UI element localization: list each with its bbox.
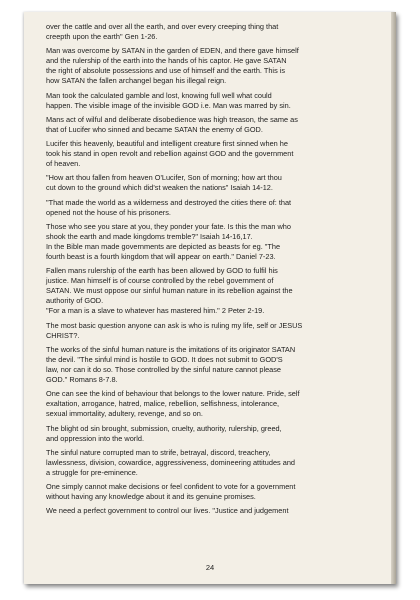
text-line: Those who see you stare at you, they ponder your fate. Is this the man who	[46, 222, 291, 232]
text-line: Man took the calculated gamble and lost, knowing full well what could	[46, 90, 272, 100]
page-edge-shadow	[391, 12, 396, 584]
text-line: One can see the kind of behaviour that belongs to the lower nature. Pride, self	[46, 389, 300, 399]
text-line: that of Lucifer who sinned and became SATAN the enemy of GOD.	[46, 124, 263, 134]
paragraph	[46, 506, 378, 516]
text-line: took his stand in open revolt and rebellion against GOD and the government	[46, 149, 294, 159]
paragraph	[46, 115, 378, 135]
paragraph	[46, 139, 378, 169]
text-line: without having any knowledge about it and its genuine promises.	[46, 492, 256, 502]
text-line: sexual immortality, adultery, revenge, and so on.	[46, 409, 203, 419]
text-line: lawlessness, division, cowardice, aggressiveness, domineering attitudes and	[46, 457, 296, 467]
text-line: Lucifer this heavenly, beautiful and intelligent creature first sinned when he	[46, 139, 288, 149]
paragraph	[46, 345, 378, 385]
text-line: The blight od sin brought, submission, cruelty, authority, rulership, greed,	[46, 423, 282, 433]
text-line: Man was overcome by SATAN in the garden of EDEN, and there gave himself	[46, 46, 299, 56]
paragraph	[46, 198, 378, 218]
text-line: the right of absolute possessions and use of himself and the earth. This is	[46, 66, 286, 76]
paragraph	[46, 482, 378, 502]
text-line: "For a man is a slave to whatever has mastered him." 2 Peter 2-19.	[46, 306, 265, 316]
text-line: The most basic question anyone can ask is who is ruling my life, self or JESUS	[46, 320, 303, 330]
text-line: GOD." Romans 8-7.8.	[46, 374, 118, 384]
text-line: Fallen mans rulership of the earth has been allowed by GOD to fulfil his	[46, 266, 278, 276]
text-line: over the cattle and over all the earth, and over every creeping thing that	[46, 22, 279, 31]
text-line: and oppression into the world.	[46, 433, 144, 443]
page-body-text	[46, 22, 378, 516]
text-line: creepth upon the earth'' Gen 1-26.	[46, 32, 158, 41]
paragraph	[46, 321, 378, 341]
paragraph	[46, 46, 378, 86]
text-line: how SATAN the fallen archangel began his illegal reign.	[46, 76, 227, 86]
page-number: 24	[205, 563, 215, 572]
text-line: One simply cannot make decisions or feel confident to vote for a government	[46, 482, 296, 492]
paragraph	[46, 91, 378, 111]
text-line: law, nor can it do so. Those controlled by the sinful nature cannot please	[46, 364, 282, 374]
text-line: happen. The visible image of the invisible GOD i.e. Man was marred by sin.	[46, 100, 291, 110]
text-line: The works of the sinful human nature is the imitations of its originator SATAN	[46, 344, 296, 354]
text-line: justice. Man himself is of course controlled by the rebel government of	[46, 276, 274, 286]
text-line: opened not the house of his prisoners.	[46, 207, 171, 217]
paragraph	[46, 173, 378, 193]
paragraph	[46, 424, 378, 444]
text-line: The sinful nature corrupted man to strife, betrayal, discord, treachery,	[46, 447, 271, 457]
text-line: In the Bible man made governments are depicted as beasts for eg. "The	[46, 242, 281, 252]
text-line: Mans act of wilful and deliberate disobedience was high treason, the same as	[46, 114, 298, 124]
text-line: and the rulership of the earth into the hands of his captor. He gave SATAN	[46, 56, 287, 66]
text-line: of heaven.	[46, 159, 81, 169]
text-line: a struggle for pre-eminence.	[46, 467, 138, 477]
text-line: SATAN. We must oppose our sinful human nature in its rebellion against the	[46, 286, 293, 296]
paragraph	[46, 389, 378, 419]
text-line: authority of GOD.	[46, 296, 104, 306]
book-page	[24, 12, 396, 584]
text-line: exaltation, arrogance, hatred, malice, rebellion, selfishness, intolerance,	[46, 399, 280, 409]
paragraph	[46, 448, 378, 478]
paragraph	[46, 266, 378, 316]
text-line: CHRIST?.	[46, 330, 80, 340]
text-line: "That made the world as a wilderness and destroyed the cities there of: that	[46, 197, 292, 207]
text-line: "How art thou fallen from heaven O'Lucifer, Son of morning; how art thou	[46, 173, 282, 183]
paragraph	[46, 222, 378, 262]
paragraph	[46, 22, 378, 42]
text-line: fourth beast is a fourth kingdom that will appear on earth." Daniel 7-23.	[46, 252, 276, 262]
text-line: shook the earth and made kingdoms tremble?" Isaiah 14-16,17.	[46, 232, 253, 242]
text-line: cut down to the ground which did'st weaken the nations" Isaiah 14-12.	[46, 183, 273, 193]
text-line: the devil. "The sinful mind is hostile to GOD. It does not submit to GOD'S	[46, 354, 283, 364]
text-line: We need a perfect government to control our lives. "Justice and judgement	[46, 506, 289, 516]
